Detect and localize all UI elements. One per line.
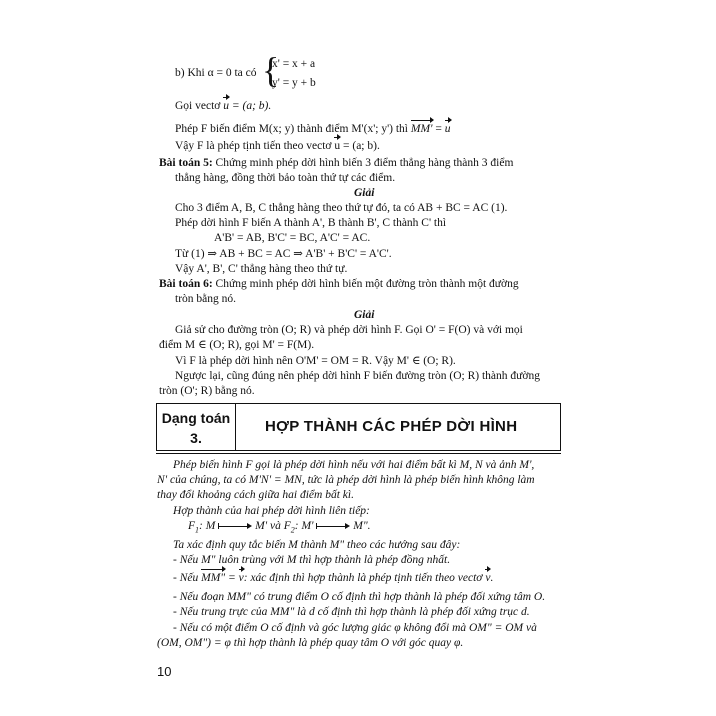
theory-p1c: thay đổi khoảng cách giữa hai điểm bất kì. xyxy=(157,489,354,501)
vector-u-3: u xyxy=(334,140,341,152)
bt6-line1 xyxy=(159,277,519,291)
conclusion-b xyxy=(175,139,380,153)
bt6-text-1: Chứng minh phép dời hình biến một đường tròn thành một đường xyxy=(215,278,519,290)
bt6-label: Bài toán 6: xyxy=(159,278,213,290)
theory-b4: - Nếu trung trực của MM" là d cố định thì hợp thành là phép đối xứng trục d. xyxy=(173,606,530,618)
f1-from: : M xyxy=(199,520,216,532)
maps-to-arrow-1 xyxy=(218,521,252,531)
theory-b1: - Nếu M" luôn trùng với M thì hợp thành là phép đồng nhất. xyxy=(173,554,451,566)
theory-b5b: (OM, OM") = φ thì hợp thành là phép quay tâm O với góc quay φ. xyxy=(157,637,464,649)
mapping-eq: = xyxy=(435,123,442,135)
theory-p1b: N' của chúng, ta có M'N' = MN, tức là phép dời hình là phép biến hình không làm xyxy=(157,474,535,486)
theory-b3: - Nếu đoạn MM" có trung điểm O cố định thì hợp thành là phép đối xứng tâm O. xyxy=(173,591,546,603)
vector-def-text: Gọi vectơ xyxy=(175,100,221,112)
bt5-text-1: Chứng minh phép dời hình biến 3 điểm thẳng hàng thành 3 điểm xyxy=(215,157,514,169)
f1-symbol: F xyxy=(188,520,196,532)
theory-p1a: Phép biến hình F gọi là phép dời hình nếu với hai điểm bất kì M, N và ảnh M', xyxy=(173,459,535,471)
theory-b2 xyxy=(173,571,493,585)
bt5-line1 xyxy=(159,156,513,170)
section-header xyxy=(156,403,561,451)
b2-lead: - Nếu xyxy=(173,572,199,584)
bt6-s3: Vì F là phép dời hình nên O'M' = OM = R. Vậy M' ∈ (O; R). xyxy=(175,355,456,367)
vector-def xyxy=(175,99,271,113)
f2-from: : M' xyxy=(294,520,314,532)
bt5-giai: Giải xyxy=(354,187,375,199)
system-eq-1: x' = x + a xyxy=(272,58,316,70)
conclusion-b-rest: = (a; b). xyxy=(343,140,380,152)
f2-sub: 2 xyxy=(290,525,295,535)
bt5-label: Bài toán 5: xyxy=(159,157,213,169)
bt5-s4: Từ (1) ⇒ AB + BC = AC ⇒ A'B' + B'C' = A'C'. xyxy=(175,248,392,260)
section-title: HỢP THÀNH CÁC PHÉP DỜI HÌNH xyxy=(265,418,518,435)
f2-to: M". xyxy=(353,520,371,532)
vector-def-rest: = (a; b). xyxy=(231,100,272,112)
mapping-line xyxy=(175,122,451,136)
bt6-s4: Ngược lại, cũng đúng nên phép dời hình F biến đường tròn (O; R) thành đường xyxy=(175,370,540,382)
system-eq-2: y' = y + b xyxy=(272,77,316,89)
part-b-lead: b) Khi α = 0 ta có xyxy=(175,67,257,79)
theory-b5a: - Nếu có một điểm O cố định và góc lượng giác φ không đổi mà OM" = OM và xyxy=(173,622,537,634)
bt5-s3: A'B' = AB, B'C' = BC, A'C' = AC. xyxy=(214,232,371,244)
header-underline xyxy=(156,453,561,454)
bt6-s1: Giả sử cho đường tròn (O; R) và phép dời hình F. Gọi O' = F(O) và với mọi xyxy=(175,324,523,336)
bt5-line2: thẳng hàng, đồng thời bảo toàn thứ tự các điểm. xyxy=(175,172,396,184)
b2-end: . xyxy=(490,572,494,584)
section-label-line1: Dạng toán xyxy=(161,410,231,426)
bt5-s1: Cho 3 điểm A, B, C thẳng hàng theo thứ tự đó, ta có AB + BC = AC (1). xyxy=(175,202,508,214)
system-brace: { xyxy=(262,50,280,90)
b2-eq: = xyxy=(227,572,236,584)
vector-v: v xyxy=(238,572,244,584)
f1-to: M' và F xyxy=(255,520,291,532)
section-label-line2: 3. xyxy=(190,430,202,446)
vector-u: u xyxy=(223,100,229,112)
mapping-text: Phép F biến điểm M(x; y) thành điểm M'(x'; y') thì xyxy=(175,123,408,135)
vector-mm: MM' xyxy=(410,123,433,135)
vector-u-2: u xyxy=(444,123,451,135)
b2-text: : xác định thì hợp thành là phép tịnh tiến theo vectơ xyxy=(243,572,483,584)
vector-mm2: MM" xyxy=(201,572,226,584)
theory-p3: Ta xác định quy tắc biến M thành M" theo các hướng sau đây: xyxy=(173,539,461,551)
vector-v-2: v xyxy=(485,572,491,584)
composition-line xyxy=(188,519,371,537)
theory-p2: Hợp thành của hai phép dời hình liên tiếp: xyxy=(173,505,370,517)
bt5-s5: Vậy A', B', C' thẳng hàng theo thứ tự. xyxy=(175,263,348,275)
conclusion-b-text: Vậy F là phép tịnh tiến theo vectơ xyxy=(175,140,332,152)
bt5-s2: Phép dời hình F biến A thành A', B thành B', C thành C' thì xyxy=(175,217,447,229)
f1-sub: 1 xyxy=(195,525,200,535)
bt6-giai: Giải xyxy=(354,309,375,321)
page-number: 10 xyxy=(157,664,172,679)
bt6-s5: tròn (O'; R) bằng nó. xyxy=(159,385,255,397)
section-label xyxy=(157,404,236,450)
bt6-s2: điểm M ∈ (O; R), gọi M' = F(M). xyxy=(159,339,315,351)
maps-to-arrow-2 xyxy=(316,521,350,531)
bt6-line2: tròn bằng nó. xyxy=(175,293,237,305)
